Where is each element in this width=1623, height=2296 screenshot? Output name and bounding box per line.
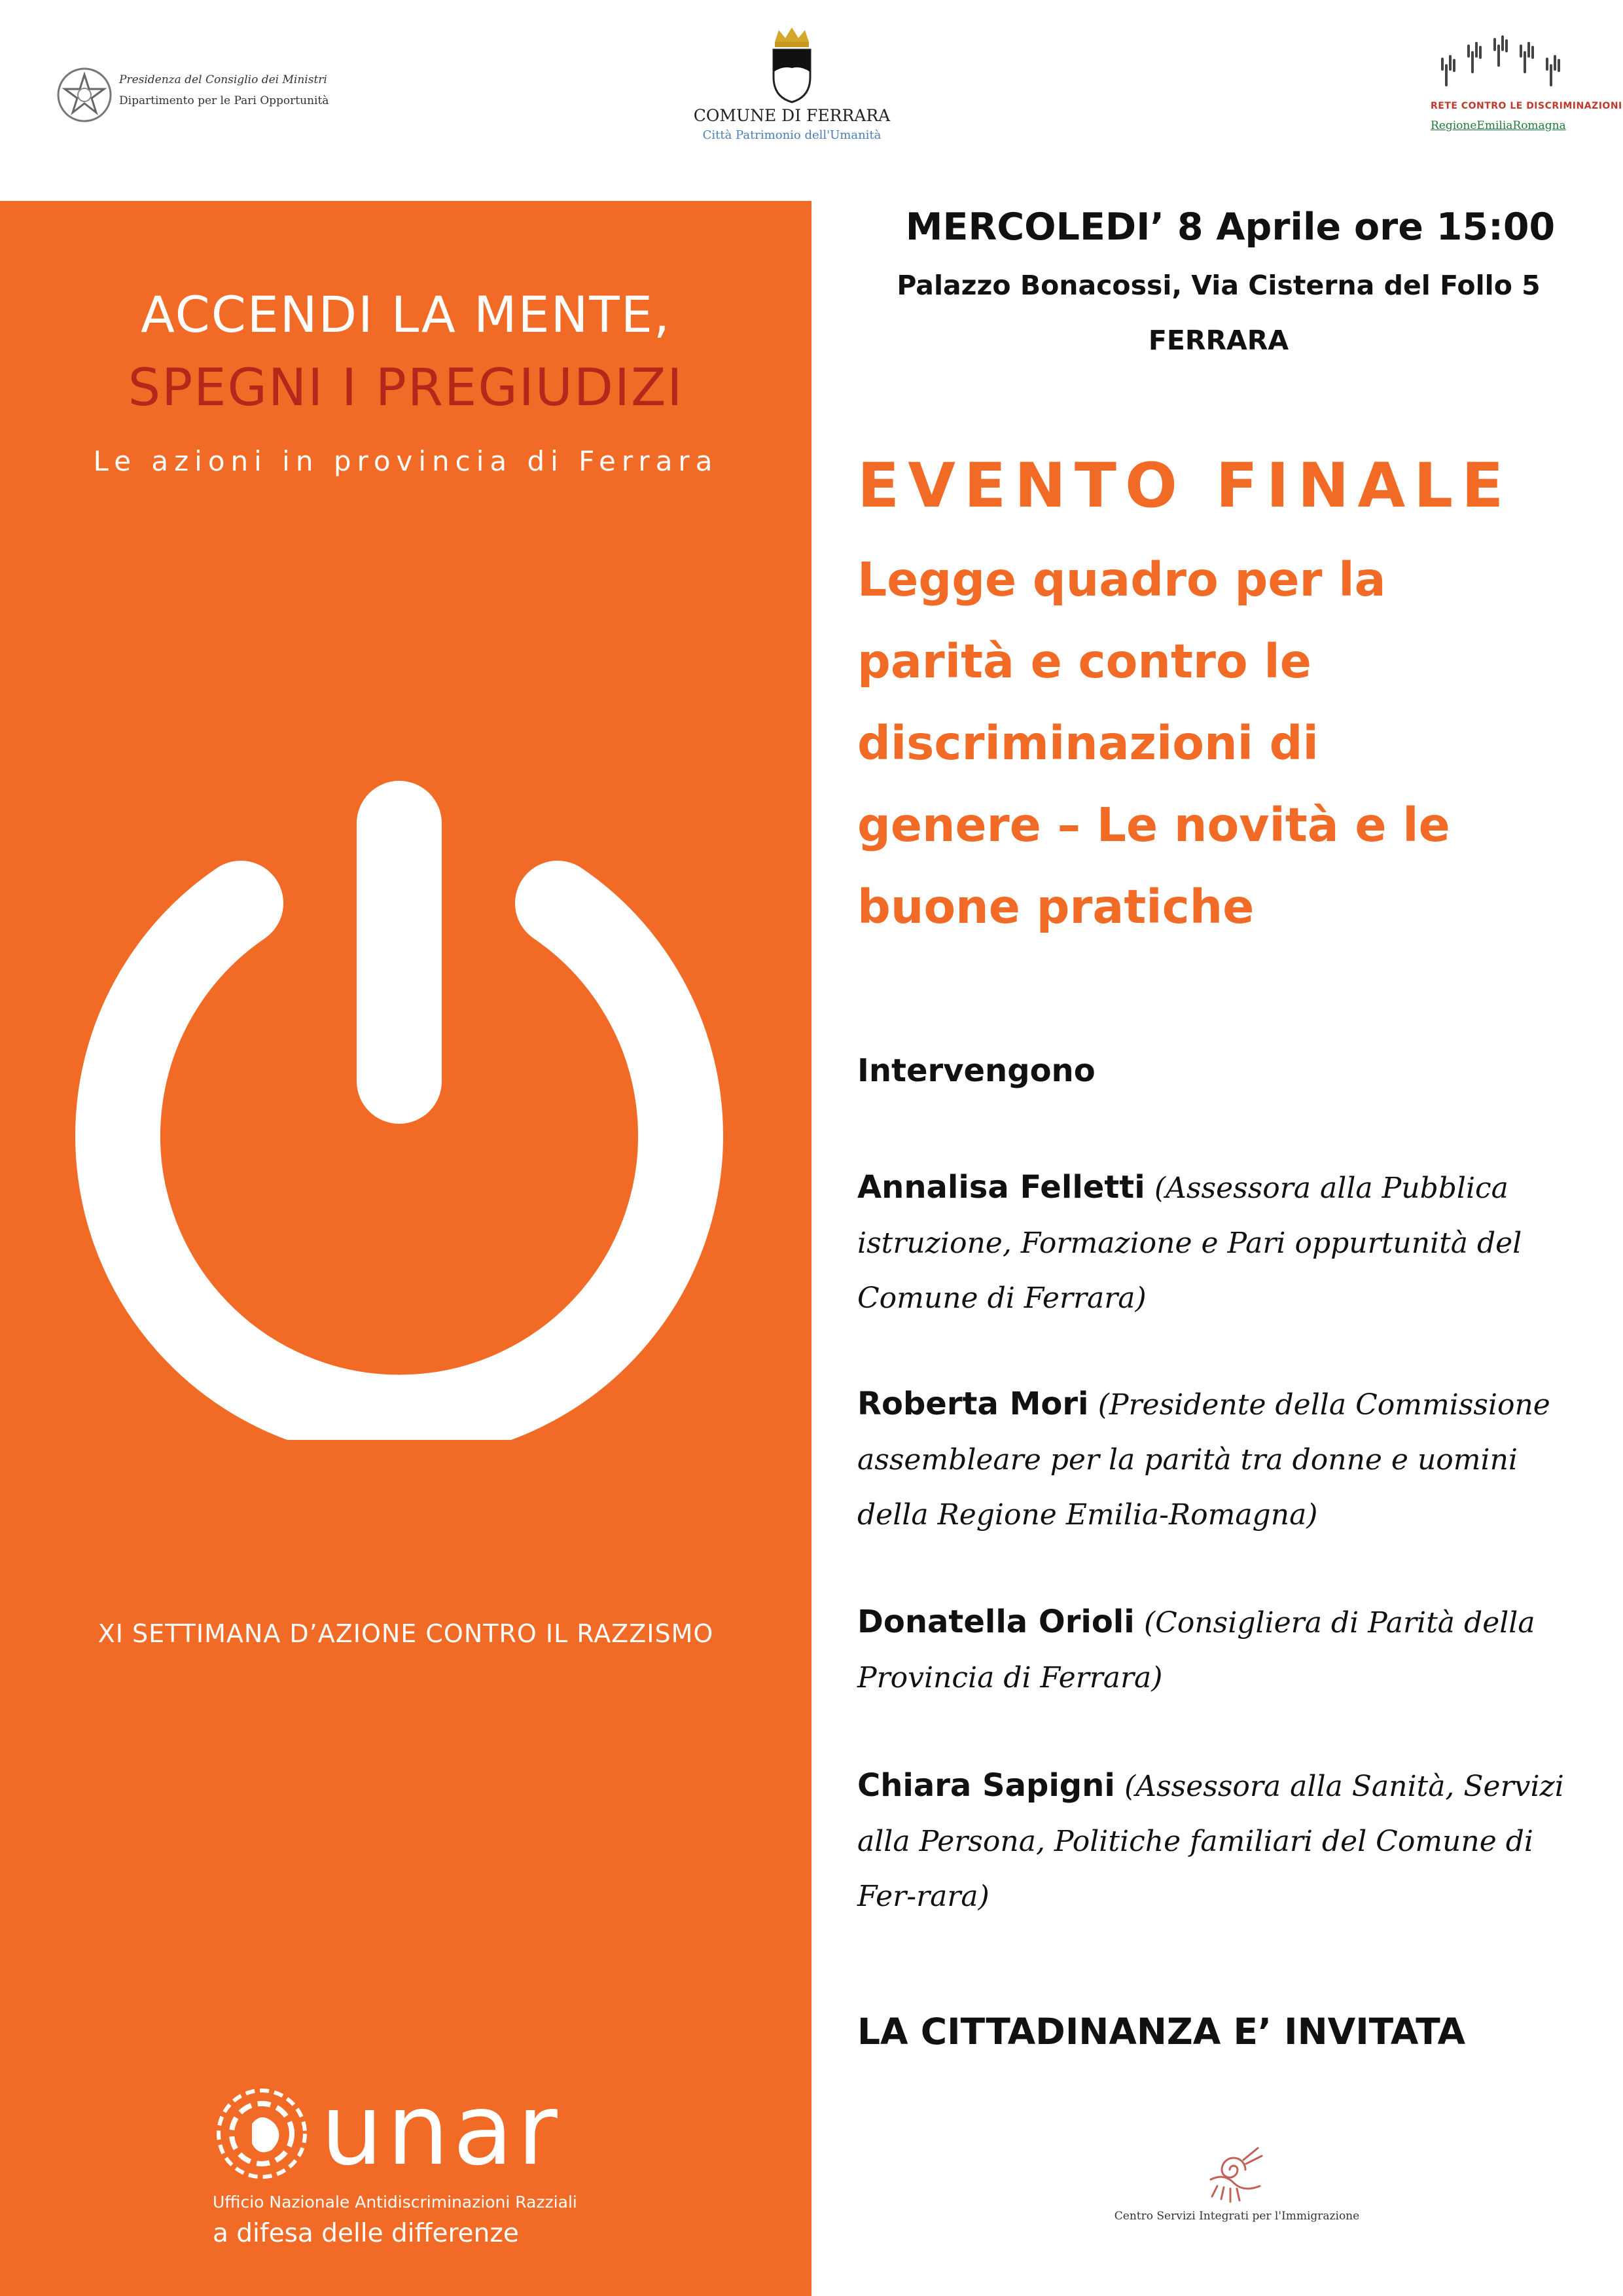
presidenza-logo [55,65,329,128]
speaker-entry [857,1377,1597,1542]
hand-spiral-icon [1198,2134,1270,2206]
speaker-name: Roberta Mori [857,1386,1089,1422]
event-city: FERRARA [1148,325,1289,356]
event-title-line: Legge quadro per la [857,552,1386,607]
invitation-text: LA CITTADINANZA E’ INVITATA [857,2011,1466,2053]
event-date: MERCOLEDI’ 8 Aprile ore 15:00 [905,206,1556,249]
unar-wordmark: unar [321,2073,562,2187]
unar-motto: a difesa delle differenze [213,2219,519,2248]
csii-logo [1106,2134,1368,2232]
italian-emblem-icon [55,65,114,124]
event-title-line: discriminazioni di [857,716,1319,770]
event-title-line: buone pratiche [857,880,1255,934]
ferrara-crest-icon [766,25,818,103]
event-title-line: genere – Le novità e le [857,798,1450,852]
settimana-label: XI SETTIMANA D’AZIONE CONTRO IL RAZZISMO [98,1619,714,1648]
speaker-entry [857,1595,1597,1705]
unar-logo [213,2073,579,2265]
event-title-line: parità e contro le [857,634,1311,689]
comune-ferrara-logo [687,25,897,149]
csii-name: Centro Servizi Integrati per l'Immigrazione [1114,2210,1360,2223]
title-line1: ACCENDI LA MENTE, [140,285,671,344]
speaker-name: Donatella Orioli [857,1604,1135,1640]
speaker-role: (Consigliera di Parità della Provincia di Ferrara) [857,1606,1535,1695]
presidenza-line1: Presidenza del Consiglio dei Ministri [119,73,327,86]
speakers-heading: Intervengono [857,1052,1096,1089]
unar-emblem-icon [213,2085,311,2183]
comune-name: COMUNE DI FERRARA [693,106,891,125]
event-venue: Palazzo Bonacossi, Via Cisterna del Follo 5 [897,270,1541,301]
speaker-entry [857,1160,1597,1325]
rete-discriminazioni-logo [1427,33,1622,144]
presidenza-line2: Dipartimento per le Pari Opportunità [119,94,329,107]
event-title [857,539,1590,948]
regione-name: RegioneEmiliaRomagna [1431,119,1566,132]
speaker-role: (Assessora alla Pubblica istruzione, Formazione e Pari oppurtunità del Comune di Ferrara) [857,1172,1522,1315]
rete-name: RETE CONTRO LE DISCRIMINAZIONI [1431,101,1622,111]
unar-fullname: Ufficio Nazionale Antidiscriminazioni Razziali [213,2193,577,2212]
power-icon [26,707,772,1440]
speaker-role: (Presidente della Commissione assembleare per la parità tra donne e uomini della Regione Emilia-Romagna) [857,1388,1550,1532]
campaign-subtitle: Le azioni in provincia di Ferrara [93,445,719,477]
event-heading: EVENTO FINALE [857,450,1512,522]
speaker-entry [857,1759,1597,1924]
title-line2: SPEGNI I PREGIUDIZI [128,359,684,418]
speaker-role: (Assessora alla Sanità, Servizi alla Persona, Politiche familiari del Comune di Fer-rara) [857,1770,1564,1913]
speaker-name: Annalisa Felletti [857,1169,1145,1206]
comune-tagline: Città Patrimonio dell'Umanità [702,128,882,142]
speaker-name: Chiara Sapigni [857,1767,1115,1804]
hands-icon [1433,33,1571,98]
